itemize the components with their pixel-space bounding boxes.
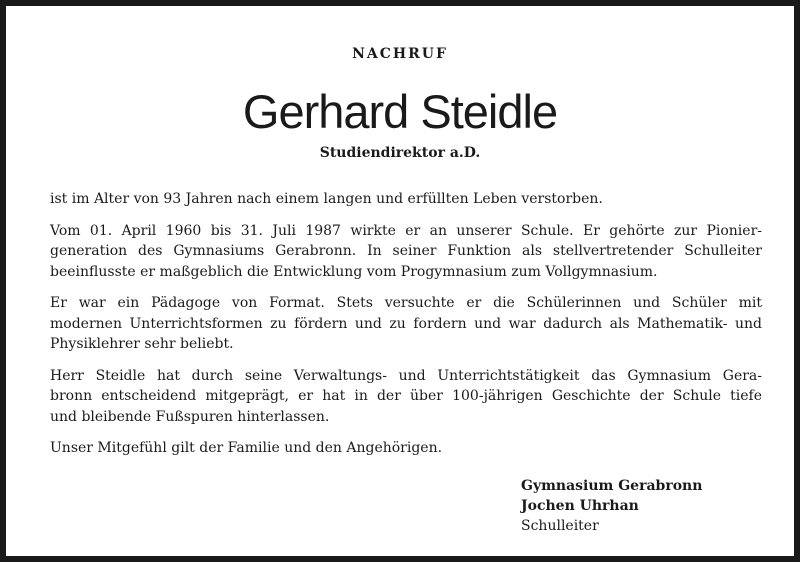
paragraph-legacy [50,366,762,428]
notice-heading: NACHRUF [352,46,448,62]
text-line: beeinflusste er maßgeblich die Entwicklung vom Progymnasium zum Vollgymnasium. [50,263,658,280]
paragraph-career [50,221,762,283]
signature-role: Schulleiter [521,518,599,534]
deceased-title: Studiendirektor a.D. [319,145,481,161]
text-line: Vom 01. April 1960 bis 31. Juli 1987 wirkte er an unserer Schule. Er gehörte zur Pionier- [50,222,762,239]
paragraph-condolence [50,438,762,459]
text-line: Unser Mitgefühl gilt der Familie und den Angehörigen. [50,440,443,456]
signature-organization: Gymnasium Gerabronn [521,478,703,494]
text-line: Er war ein Pädagoge von Format. Stets versuchte er die Schülerinnen und Schüler mit [50,295,762,311]
signature-person: Jochen Uhrhan [521,498,639,514]
notice-body [50,189,762,470]
paragraph-pedagogy [50,293,762,355]
text-line: Physiklehrer sehr beliebt. [50,336,234,352]
text-line: modernen Unterrichtsformen zu fördern und zu fordern und war dadurch als Mathematik- und [50,315,762,332]
text-line: generation des Gymnasiums Gerabronn. In seiner Funktion als stellvertretender Schulleiter [50,243,762,259]
signature-block [521,476,702,536]
paragraph-intro [50,189,762,210]
text-line: ist im Alter von 93 Jahren nach einem langen und erfüllten Leben verstorben. [50,191,603,207]
deceased-name: Gerhard Steidle [242,85,558,138]
text-line: bronn entscheidend mitgeprägt, er hat in der über 100-jährigen Geschichte der Schule tiefe [50,388,762,404]
text-line: Herr Steidle hat durch seine Verwaltungs- und Unterrichtstätigkeit das Gymnasium Gera- [50,367,762,384]
text-line: und bleibende Fußspuren hinterlassen. [50,408,330,425]
